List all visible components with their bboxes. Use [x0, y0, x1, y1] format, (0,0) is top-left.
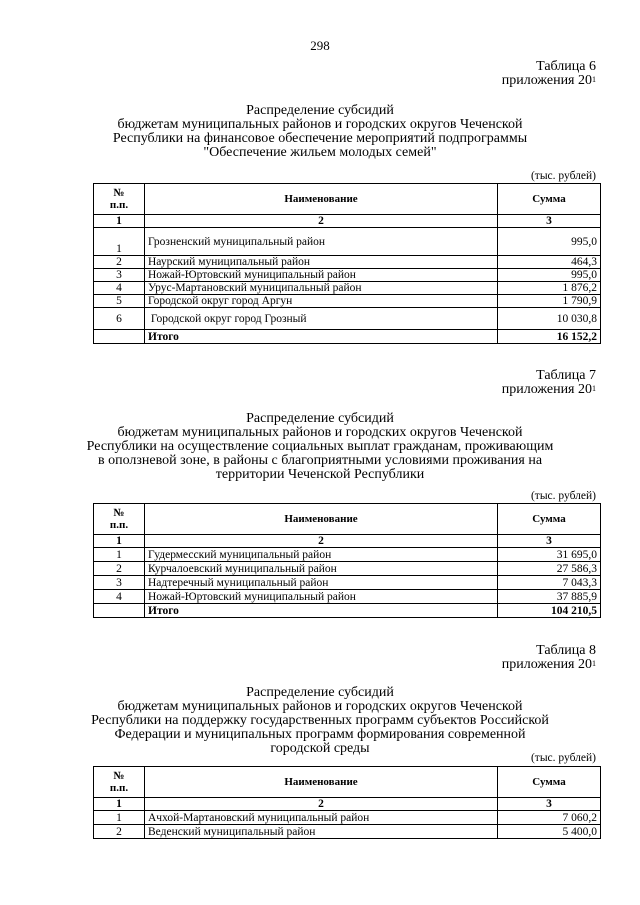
table-8-caption [502, 644, 596, 672]
row-name: Ножай-Юртовский муниципальный район [145, 590, 498, 604]
row-name: Веденский муниципальный район [145, 825, 498, 839]
row-name: Городской округ город Аргун [145, 295, 498, 308]
row-sum: 464,3 [498, 256, 601, 269]
column-index: 1 [94, 215, 145, 228]
table-7-title [70, 412, 570, 482]
row-sum: 1 876,2 [498, 282, 601, 295]
table-row [94, 256, 601, 269]
row-name: Наурский муниципальный район [145, 256, 498, 269]
row-sum: 7 043,3 [498, 576, 601, 590]
table-header-row [94, 184, 601, 215]
header-name: Наименование [145, 767, 498, 798]
column-index: 1 [94, 535, 145, 548]
row-num: 1 [94, 811, 145, 825]
column-index: 2 [145, 215, 498, 228]
title-line: Республики на осуществление социальных выплат гражданам, проживающим [86, 439, 554, 454]
table-8-title [70, 686, 570, 756]
row-name: Грозненский муниципальный район [145, 228, 498, 256]
table-6-title [80, 104, 560, 160]
table-7-appendix: приложения $20^1$ [501, 382, 596, 397]
row-num: 2 [94, 562, 145, 576]
page-number: 298 [310, 38, 330, 53]
table-row [94, 590, 601, 604]
table-row [94, 295, 601, 308]
total-sum: 104 210,5 [498, 604, 601, 618]
column-index: 1 [94, 798, 145, 811]
title-line: Республики на поддержку государственных программ субъектов Российской [91, 713, 549, 728]
row-name: Надтеречный муниципальный район [145, 576, 498, 590]
header-name: Наименование [145, 184, 498, 215]
table-6 [93, 183, 601, 344]
table-8-appendix: приложения $20^1$ [501, 657, 596, 672]
row-sum: 995,0 [498, 228, 601, 256]
row-name: Гудермесский муниципальный район [145, 548, 498, 562]
header-sum: Сумма [498, 504, 601, 535]
row-num: 4 [94, 282, 145, 295]
table-header-row [94, 767, 601, 798]
total-label: Итого [145, 604, 498, 618]
table-row [94, 576, 601, 590]
title-line: "Обеспечение жильем молодых семей" [203, 145, 437, 160]
table-row [94, 269, 601, 282]
title-line: Распределение субсидий [246, 103, 394, 118]
row-num: 3 [94, 576, 145, 590]
total-sum: 16 152,2 [498, 330, 601, 344]
row-name: Городской округ город Грозный [145, 308, 498, 330]
table-8-units: (тыс. рублей) [530, 752, 596, 764]
row-sum: 10 030,8 [498, 308, 601, 330]
column-index: 3 [498, 798, 601, 811]
table-row [94, 562, 601, 576]
row-num: 2 [94, 825, 145, 839]
row-name: Урус-Мартановский муниципальный район [145, 282, 498, 295]
row-num: 1 [94, 228, 145, 256]
row-sum: 995,0 [498, 269, 601, 282]
title-line: территории Чеченской Республики [215, 467, 425, 482]
row-sum: 7 060,2 [498, 811, 601, 825]
row-num: 5 [94, 295, 145, 308]
table-8-label: Таблица 8 [536, 643, 596, 658]
row-name: Курчалоевский муниципальный район [145, 562, 498, 576]
header-num: № п.п. [94, 504, 145, 535]
column-index: 3 [498, 535, 601, 548]
column-index-row [94, 215, 601, 228]
table-6-label: Таблица 6 [536, 59, 596, 74]
header-sum: Сумма [498, 767, 601, 798]
column-index-row [94, 535, 601, 548]
row-sum: 31 695,0 [498, 548, 601, 562]
total-row [94, 330, 601, 344]
total-num-empty [94, 330, 145, 344]
row-sum: 5 400,0 [498, 825, 601, 839]
header-num: № п.п. [94, 767, 145, 798]
title-line: Распределение субсидий [246, 411, 394, 426]
column-index: 2 [145, 798, 498, 811]
total-row [94, 604, 601, 618]
row-num: 2 [94, 256, 145, 269]
table-7-units: (тыс. рублей) [530, 490, 596, 502]
table-8 [93, 766, 601, 839]
column-index: 2 [145, 535, 498, 548]
column-index: 3 [498, 215, 601, 228]
table-row [94, 228, 601, 256]
header-sum: Сумма [498, 184, 601, 215]
table-6-appendix: приложения $20^1$ [501, 73, 596, 88]
row-name: Ачхой-Мартановский муниципальный район [145, 811, 498, 825]
title-line: городской среды [270, 741, 370, 756]
row-num: 4 [94, 590, 145, 604]
table-row [94, 282, 601, 295]
table-6-units: (тыс. рублей) [530, 170, 596, 182]
table-row [94, 825, 601, 839]
total-num-empty [94, 604, 145, 618]
table-7-label: Таблица 7 [536, 368, 596, 383]
row-sum: 37 885,9 [498, 590, 601, 604]
table-row [94, 548, 601, 562]
title-line: Федерации и муниципальных программ формирования современной [114, 727, 526, 742]
column-index-row [94, 798, 601, 811]
header-num: № п.п. [94, 184, 145, 215]
row-sum: 1 790,9 [498, 295, 601, 308]
header-name: Наименование [145, 504, 498, 535]
title-line: бюджетам муниципальных районов и городских округов Чеченской [117, 117, 523, 132]
row-name: Ножай-Юртовский муниципальный район [145, 269, 498, 282]
title-line: в оползневой зоне, в районы с благоприятными условиями проживания на [97, 453, 543, 468]
table-7-caption [502, 369, 596, 397]
table-row [94, 308, 601, 330]
table-7 [93, 503, 601, 618]
total-label: Итого [145, 330, 498, 344]
table-6-caption [502, 60, 596, 88]
row-sum: 27 586,3 [498, 562, 601, 576]
table-header-row [94, 504, 601, 535]
row-num: 1 [94, 548, 145, 562]
table-row [94, 811, 601, 825]
row-num: 3 [94, 269, 145, 282]
row-num: 6 [94, 308, 145, 330]
title-line: бюджетам муниципальных районов и городских округов Чеченской [117, 699, 523, 714]
title-line: Республики на финансовое обеспечение мероприятий подпрограммы [112, 131, 528, 146]
title-line: бюджетам муниципальных районов и городских округов Чеченской [117, 425, 523, 440]
title-line: Распределение субсидий [246, 685, 394, 700]
